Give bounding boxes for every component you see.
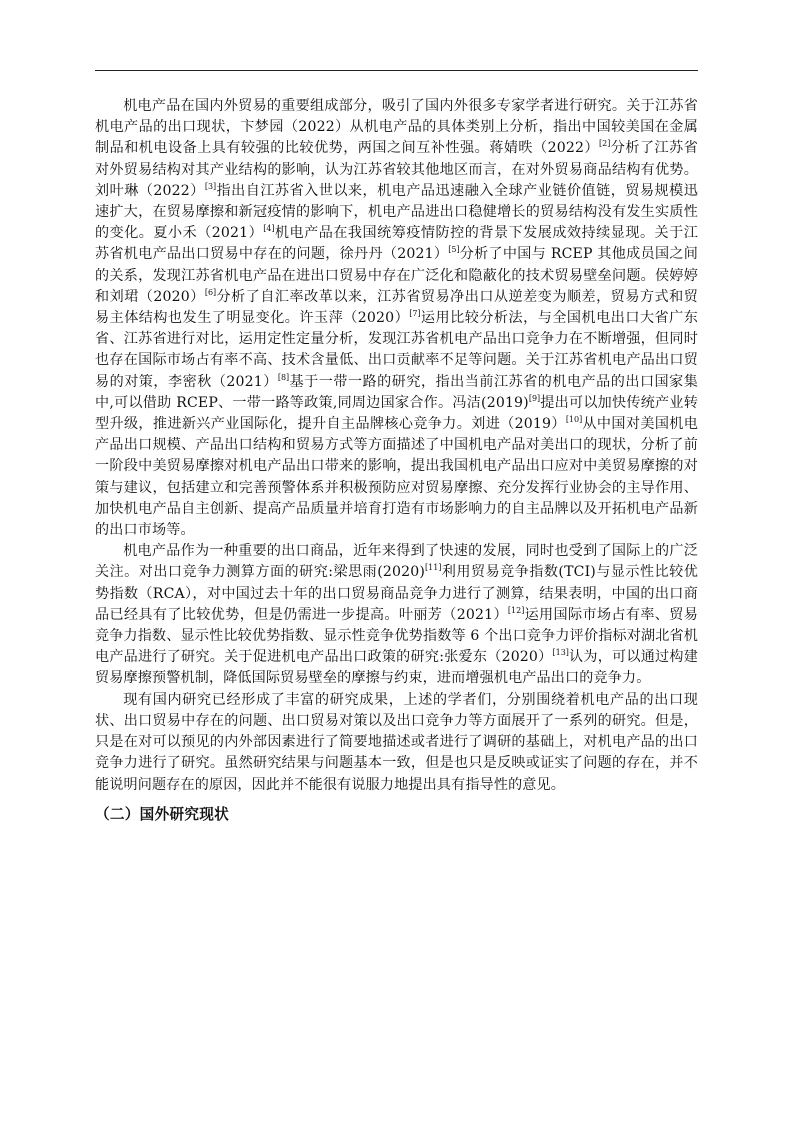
citation-ref: [10]: [565, 415, 583, 425]
document-body: [95, 96, 698, 826]
citation-ref: [11]: [425, 563, 442, 573]
citation-ref: [3]: [204, 181, 217, 191]
text-run: 认为，可以通过构建贸易摩擦预警机制，降低国际贸易壁垒的摩擦与约束，进而增强机电产品出口的竞争力。: [95, 649, 698, 687]
paragraph-research-summary: [95, 690, 698, 796]
citation-ref: [4]: [263, 224, 275, 234]
citation-ref: [2]: [599, 139, 611, 149]
citation-ref: [12]: [507, 605, 525, 615]
text-run: 机电产品在国内外贸易的重要组成部分，吸引了国内外很多专家学者进行研究。关于江苏省机电产品的出口现状，卞梦园（2022）从机电产品的具体类别上分析，指出中国较美国在金属制品和机电设备上具有较强的比较优势，两国之间互补性强。蒋婧昳（2022）: [95, 98, 698, 157]
section-heading: （二）国外研究现状: [95, 805, 230, 823]
citation-ref: [9]: [528, 393, 541, 403]
text-run: 分析了自汇率改革以来，江苏省贸易净出口从逆差变为顺差，贸易方式和贸易主体结构也发生了明显变化。许玉萍（2020）: [95, 288, 698, 327]
paragraph-competitiveness-research: [95, 541, 698, 689]
text-run: 运用国际市场占有率、贸易竞争力指数、显示性比较优势指数、显示性竞争优势指数等 6 个出口竞争力评价指标对湖北省机电产品进行了研究。关于促进机电产品出口政策的研究:张爱东（2020）: [95, 606, 698, 666]
citation-ref: [13]: [552, 648, 569, 658]
text-run: 分析了江苏省对外贸易结构对其产业结构的影响，认为江苏省较其他地区而言，在对外贸易商品结构有优势。刘叶琳（2022）: [95, 140, 698, 199]
text-run: 利用贸易竞争指数(TCI)与显示性比较优势指数（RCA），对中国过去十年的出口贸易商品竞争力进行了测算，结果表明，中国的出口商品已经具有了比较优势，但是仍需进一步提高。叶丽芳（2021）: [95, 564, 698, 623]
paragraph-domestic-status: [95, 96, 698, 541]
text-run: 现有国内研究已经形成了丰富的研究成果，上述的学者们，分别围绕着机电产品的出口现状、出口贸易中存在的问题、出口贸易对策以及出口竞争力等方面展开了一系列的研究。但是，只是在对可以预见的内外部因素进行了简要地描述或者进行了调研的基础上，对机电产品的出口竞争力进行了研究。虽然研究结果与问题基本一致，但是也只是反映或证实了问题的存在，并不能说明问题存在的原因，因此并不能很有说服力地提出具有指导性的意见。: [95, 691, 698, 793]
header-rule: [95, 70, 698, 71]
text-run: 指出自江苏省入世以来，机电产品迅速融入全球产业链价值链，贸易规模迅速扩大，在贸易摩擦和新冠疫情的影响下，机电产品进出口稳健增长的贸易结构没有发生实质性的变化。夏小禾（2021）: [95, 182, 698, 242]
citation-ref: [8]: [277, 372, 290, 382]
text-run: 分析了中国与 RCEP 其他成员国之间的关系，发现江苏省机电产品在进出口贸易中存在广泛化和隐蔽化的技术贸易壁垒问题。侯婷婷和刘珺（2020）: [95, 246, 698, 305]
citation-ref: [5]: [448, 245, 460, 255]
text-run: 运用比较分析法，与全国机电出口大省广东省、江苏省进行对比，运用定性定量分析，发现江苏省机电产品出口竞争力在不断增强，但同时也存在国际市场占有率不高、技术含量低、出口贡献率不足等问题。关于江苏省机电产品出口贸易的对策，李密秋（2021）: [95, 310, 698, 390]
text-run: 机电产品在我国统筹疫情防控的背景下发展成效持续显现。关于江苏省机电产品出口贸易中存在的问题，徐丹丹（2021）: [95, 225, 698, 263]
text-run: 机电产品作为一种重要的出口商品，近年来得到了快速的发展，同时也受到了国际上的广泛关注。对出口竞争力测算方面的研究:梁思雨(2020): [95, 543, 698, 581]
text-run: 从中国对美国机电产品出口规模、产品出口结构和贸易方式等方面描述了中国机电产品对美出口的现状，分析了前一阶段中美贸易摩擦对机电产品出口带来的影响，提出我国机电产品出口应对中美贸易摩擦的对策与建议，包括建立和完善预警体系并积极预防应对贸易摩擦、充分发挥行业协会的主导作用、加快机电产品自主创新、提高产品质量并培育打造有市场影响力的自主品牌以及开拓机电产品新的出口市场等。: [95, 416, 698, 539]
text-run: 提出可以加快传统产业转型升级，推进新兴产业国际化，提升自主品牌核心竞争力。刘进（2019）: [95, 394, 698, 433]
text-run: 基于一带一路的研究，指出当前江苏省的机电产品的出口国家集中,可以借助 RCEP、一带一路等政策,同周边国家合作。冯洁(2019): [95, 373, 699, 411]
citation-ref: [6]: [204, 287, 217, 297]
citation-ref: [7]: [409, 309, 421, 319]
